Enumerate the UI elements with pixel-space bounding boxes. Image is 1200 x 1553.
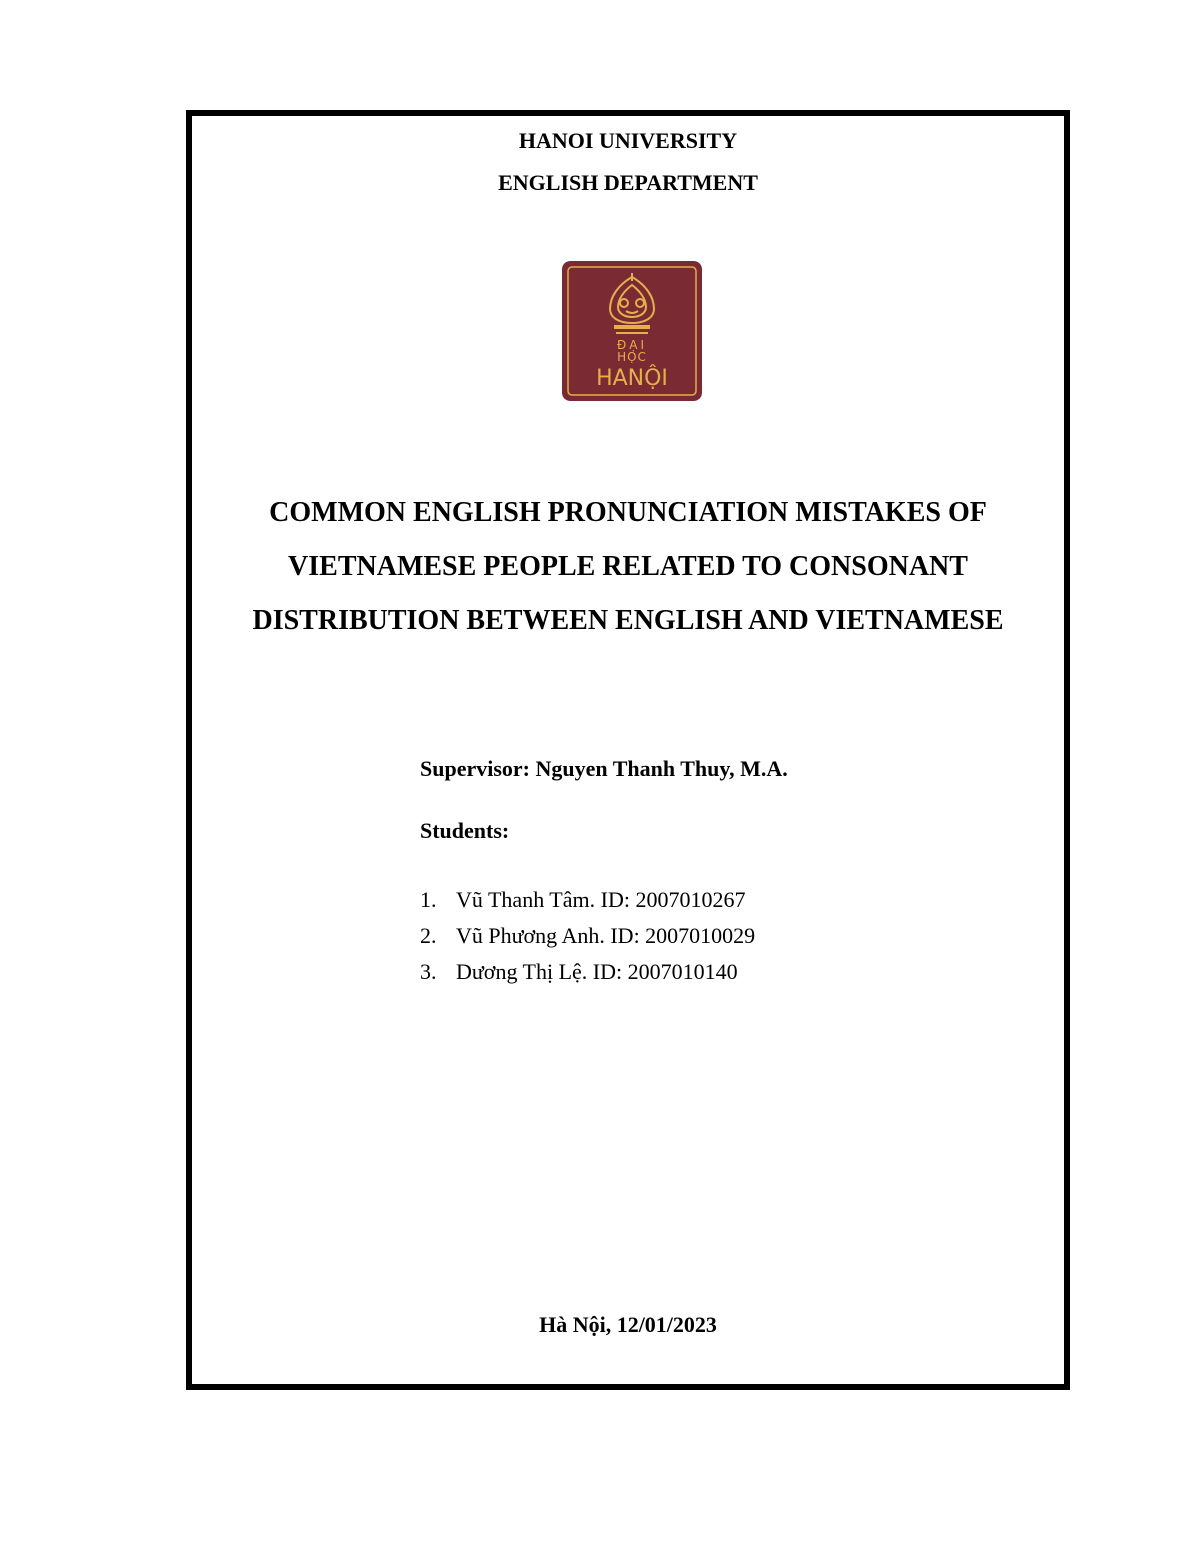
student-item: [420, 954, 755, 990]
logo-emblem-icon: [562, 261, 702, 401]
list-number: 3.: [420, 959, 437, 984]
student-item: [420, 882, 755, 918]
logo-text-line1: ĐẠI: [616, 338, 648, 352]
department-name: ENGLISH DEPARTMENT: [498, 170, 758, 195]
title-line-1: COMMON ENGLISH PRONUNCIATION MISTAKES OF: [269, 497, 987, 528]
student-name: Dương Thị Lệ. ID: 2007010140: [456, 959, 738, 984]
student-name: Vũ Phương Anh. ID: 2007010029: [456, 923, 756, 948]
students-list: [420, 882, 755, 990]
title-line-3: DISTRIBUTION BETWEEN ENGLISH AND VIETNAMESE: [252, 605, 1004, 636]
page-border: [186, 110, 1070, 1390]
university-name: HANOI UNIVERSITY: [518, 128, 738, 153]
students-label: Students:: [420, 818, 510, 843]
student-name: Vũ Thanh Tâm. ID: 2007010267: [456, 887, 746, 912]
list-number: 1.: [420, 887, 437, 912]
list-number: 2.: [420, 923, 437, 948]
supervisor-line: Supervisor: Nguyen Thanh Thuy, M.A.: [420, 756, 788, 781]
logo-text-line3: HANỘI: [596, 366, 668, 391]
place-date: Hà Nội, 12/01/2023: [539, 1312, 717, 1337]
student-item: [420, 918, 755, 954]
title-line-2: VIETNAMESE PEOPLE RELATED TO CONSONANT: [288, 551, 968, 582]
hanoi-university-logo: [562, 261, 702, 401]
logo-text-line2: HỌC: [617, 350, 647, 364]
thesis-title: [192, 486, 1064, 648]
